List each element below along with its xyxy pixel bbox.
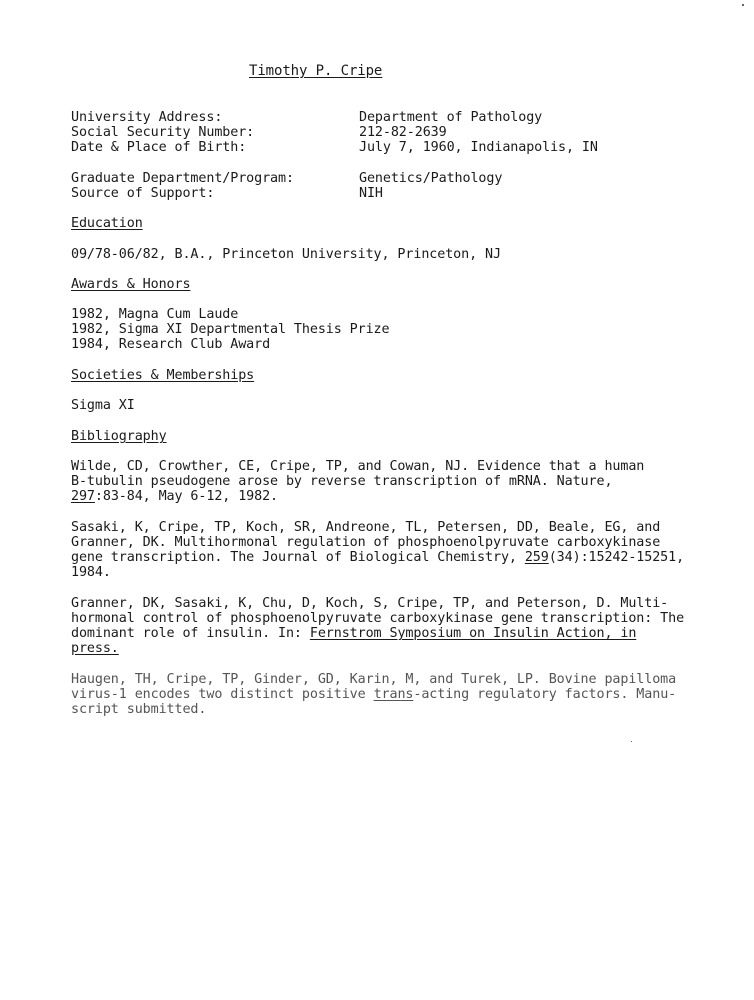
entry-text: :83-84, May 6-12, 1982. xyxy=(94,489,279,504)
graduate-department-value: Genetics/Pathology xyxy=(359,171,503,186)
entry-line: Sasaki, K, Cripe, TP, Koch, SR, Andreone, TL, Petersen, DD, Beale, EG, and xyxy=(71,520,661,535)
education-heading: Education xyxy=(71,216,143,231)
award-item: 1982, Sigma XI Departmental Thesis Prize xyxy=(71,322,390,337)
entry-line xyxy=(71,489,671,504)
symposium-title: press. xyxy=(71,641,119,656)
award-item: 1982, Magna Cum Laude xyxy=(71,307,239,322)
ssn-value: 212-82-2639 xyxy=(359,125,447,140)
entry-line: B-tubulin pseudogene arose by reverse transcription of mRNA. Nature, xyxy=(71,474,613,489)
entry-text: gene transcription. The Journal of Biological Chemistry, xyxy=(71,550,525,565)
society-item: Sigma XI xyxy=(71,398,135,413)
birth-value: July 7, 1960, Indianapolis, IN xyxy=(359,140,598,155)
entry-line xyxy=(71,550,685,565)
document-title: Timothy P. Cripe xyxy=(249,63,383,79)
entry-line: hormonal control of phosphoenolpyruvate carboxykinase gene transcription: The xyxy=(71,611,685,626)
entry-line: Granner, DK, Sasaki, K, Chu, D, Koch, S, Cripe, TP, and Peterson, D. Multi- xyxy=(71,596,669,611)
symposium-title: Fernstrom Symposium on Insulin Action, in xyxy=(309,626,637,641)
entry-line: Granner, DK. Multihormonal regulation of phosphoenolpyruvate carboxykinase xyxy=(71,535,661,550)
entry-text: -acting regulatory factors. Manu- xyxy=(413,687,677,702)
entry-line: 1984. xyxy=(71,565,111,580)
bibliography-heading: Bibliography xyxy=(71,429,167,444)
education-item: 09/78-06/82, B.A., Princeton University, Princeton, NJ xyxy=(71,247,501,262)
entry-line xyxy=(71,626,671,641)
entry-line: Wilde, CD, Crowther, CE, Cripe, TP, and Cowan, NJ. Evidence that a human xyxy=(71,459,645,474)
entry-line: script submitted. xyxy=(71,702,207,717)
support-value: NIH xyxy=(359,186,383,201)
entry-text: (34):15242-15251, xyxy=(548,550,685,565)
university-address-value: Department of Pathology xyxy=(359,110,543,125)
scan-speck xyxy=(631,741,632,742)
graduate-department-label: Graduate Department/Program: xyxy=(71,171,294,186)
scan-speck xyxy=(742,4,744,6)
italic-term: trans xyxy=(373,687,414,702)
entry-text: virus-1 encodes two distinct positive xyxy=(71,687,374,702)
volume-number: 259 xyxy=(524,550,549,565)
birth-label: Date & Place of Birth: xyxy=(71,140,247,155)
entry-line xyxy=(71,641,671,656)
societies-heading: Societies & Memberships xyxy=(71,368,255,383)
entry-line xyxy=(71,687,677,702)
volume-number: 297 xyxy=(71,489,95,504)
entry-line: Haugen, TH, Cripe, TP, Ginder, GD, Karin, M, and Turek, LP. Bovine papilloma xyxy=(71,672,677,687)
university-address-label: University Address: xyxy=(71,110,223,125)
awards-heading: Awards & Honors xyxy=(71,277,191,292)
award-item: 1984, Research Club Award xyxy=(71,337,271,352)
support-label: Source of Support: xyxy=(71,186,215,201)
entry-text: dominant role of insulin. In: xyxy=(71,626,310,641)
ssn-label: Social Security Number: xyxy=(71,125,255,140)
